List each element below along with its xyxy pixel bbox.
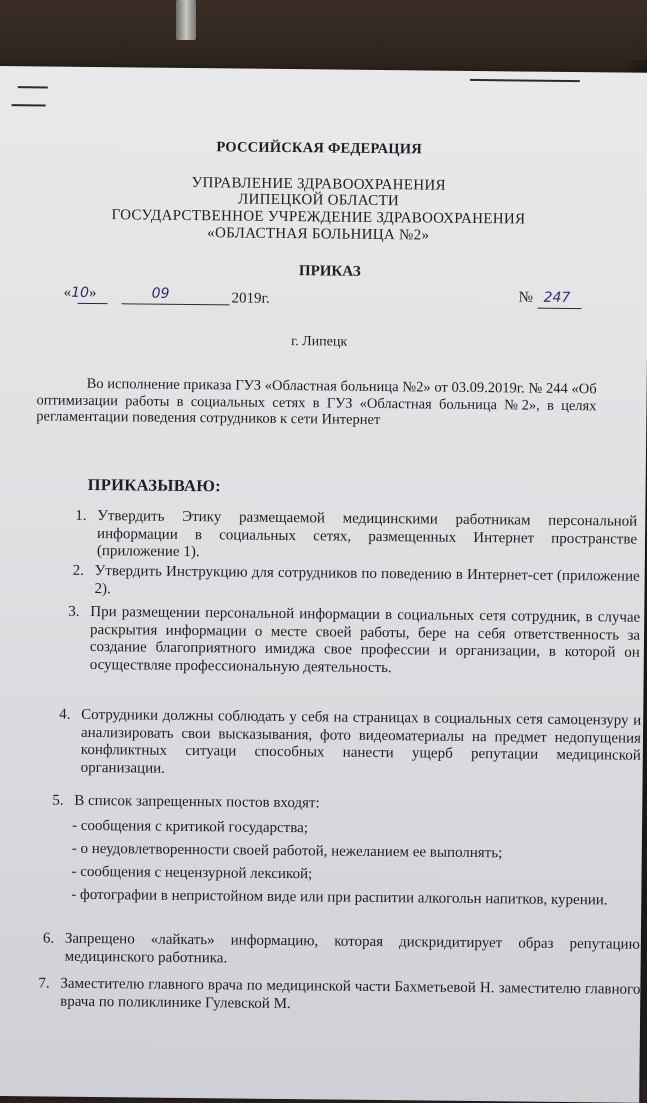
order-word: ПРИКАЗЫВАЮ: xyxy=(87,474,222,496)
metal-bracket xyxy=(176,0,196,40)
underline xyxy=(537,308,581,309)
intro-paragraph: Во исполнение приказа ГУЗ «Областная больница №2» от 03.09.2019г. № 244 «Об оптимизации работы в социальных сетях в ГУЗ «Областная больница №2», в целях регламентации поведения сотрудников к сети Интернет xyxy=(36,375,597,429)
handwritten-day: 10 xyxy=(71,284,90,301)
department-line: УПРАВЛЕНИЕ ЗДРАВООХРАНЕНИЯ xyxy=(191,175,446,194)
city: г. Липецк xyxy=(290,334,348,350)
underline xyxy=(78,303,108,304)
handwritten-month: 09 xyxy=(151,285,170,302)
date-day-field: «10» xyxy=(63,284,97,302)
forbidden-post-item: - сообщения с критикой государства; xyxy=(71,817,309,837)
pen-mark xyxy=(18,86,48,88)
number-label: № xyxy=(518,289,534,306)
department-line: ГОСУДАРСТВЕННОЕ УЧРЕЖДЕНИЕ ЗДРАВООХРАНЕНИЯ xyxy=(111,207,526,228)
date-year: 2019г. xyxy=(231,290,270,307)
forbidden-post-item: - фотографии в непристойном виде или при распитии алкогольн напитков, курении. xyxy=(71,886,608,909)
document-page: РОССИЙСКАЯ ФЕДЕРАЦИЯ УПРАВЛЕНИЕ ЗДРАВООХРАНЕНИЯ ЛИПЕЦКОЙ ОБЛАСТИ ГОСУДАРСТВЕННОЕ УЧРЕЖДЕНИЕ ЗДРАВООХРАНЕНИЯ «ОБЛАСТНАЯ БОЛЬНИЦА №2» ПРИКАЗ «10» 09 2019г. № 247 г. Липецк Во исполнение приказа ГУЗ «Областная больница №2» от 03.09.2019г. № 244 «Об оптимизации работы в социальных сетях в ГУЗ «Областная больница №2», в целях регламентации поведения сотрудников к сети Интернет ПРИКАЗЫВАЮ: 1. Утвердить Этику размещаемой медицинскими работникам персональной информации в социальных сетях, размещенных Интернет пространстве (приложение 1). 2. Утвердить Инструкцию для сотрудников по поведению в Интернет-сет (приложение 2). 3. При размещении персональной информации в социальных сетя сотрудник, в случае раскрытия информации о месте своей работы, бере на себя ответственность за создание благоприятного имиджа свое профессии и организации, в которой он осуществляе профессиональную деятельность. 4. Сотрудники должны соблюдать у себя на страницах в социальных сетя самоцензуру и анализировать свои высказывания, фото видеоматериалы на предмет недопущения конфликтных ситуаци способных нанести ущерб репутации медицинской организации. 5. В список запрещенных постов входят: - сообщения с критикой государства; - о неудовлетворенности своей работой, нежеланием ее выполнять; - сообщения с нецензурной лексикой; - фотографии в непристойном виде или при распитии алкогольн напитков, курении. 6. Запрещено «лайкать» информацию, которая дискридитирует образ репутацию медицинского работника. 7. Заместителю главного врача по медицинской части Бахметьевой Н. заместителю главного врача по поликлинике Гулевской М. xyxy=(0,66,647,1103)
date-number-line xyxy=(63,285,623,315)
department-line: «ОБЛАСТНАЯ БОЛЬНИЦА №2» xyxy=(207,225,430,244)
handwritten-number: 247 xyxy=(543,289,571,306)
underline xyxy=(122,303,230,305)
department-line: ЛИПЕЦКОЙ ОБЛАСТИ xyxy=(238,191,400,210)
document-title: ПРИКАЗ xyxy=(298,263,361,280)
pen-mark xyxy=(470,79,580,82)
pen-mark xyxy=(12,104,46,106)
forbidden-post-item: - сообщения с нецензурной лексикой; xyxy=(71,863,313,883)
federation-heading: РОССИЙСКАЯ ФЕДЕРАЦИЯ xyxy=(216,139,423,158)
forbidden-post-item: - о неудовлетворенности своей работой, нежеланием ее выполнять; xyxy=(71,840,503,862)
